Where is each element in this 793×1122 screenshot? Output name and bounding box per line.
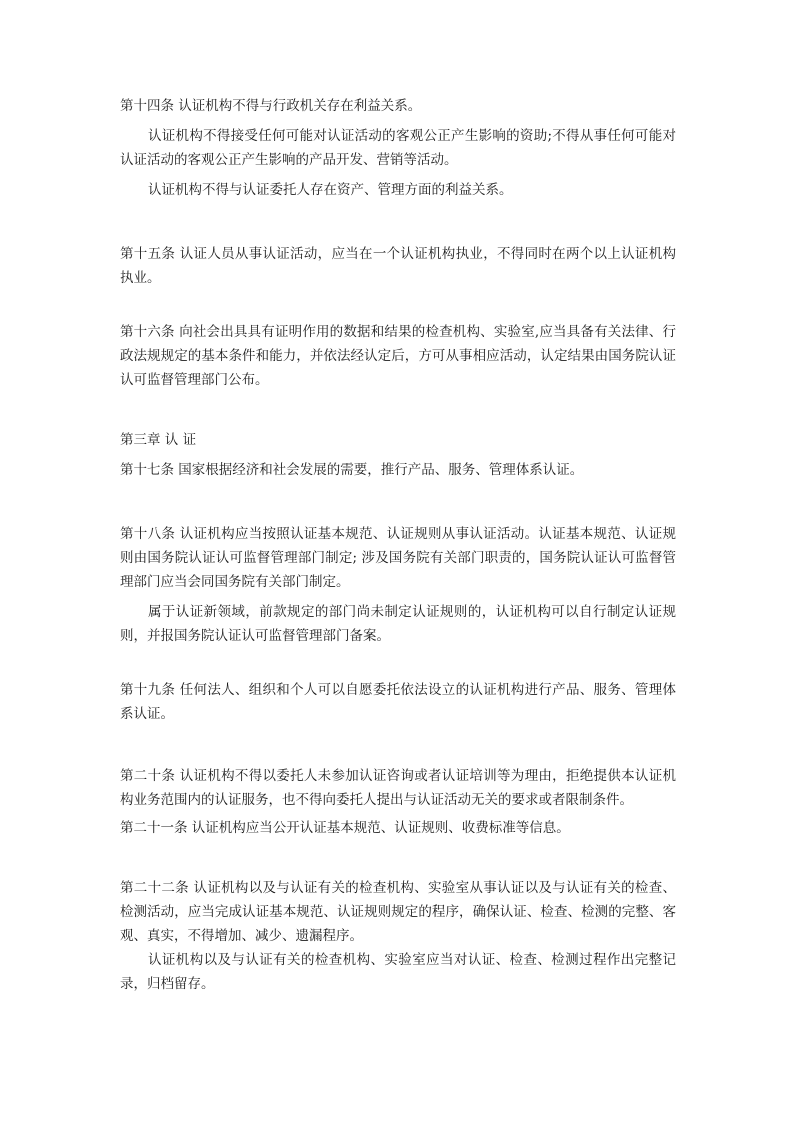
article-21: 第二十一条 认证机构应当公开认证基本规范、认证规则、收费标准等信息。 [120, 820, 570, 836]
article-18: 第十八条 认证机构应当按照认证基本规范、认证规则从事认证活动。认证基本规范、认证规则由国务院认证认可监督管理部门制定; 涉及国务院有关部门职责的，国务院认证认可监督管理部门应当会同国务院有关部门制定。 [120, 526, 676, 590]
article-14-heading: 第十四条 认证机构不得与行政机关存在利益关系。 [120, 98, 422, 114]
article-22: 第二十二条 认证机构以及与认证有关的检查机构、实验室从事认证以及与认证有关的检查、检测活动，应当完成认证基本规范、认证规则规定的程序，确保认证、检查、检测的完整、客观、真实，不得增加、减少、遗漏程序。 [120, 880, 676, 944]
article-17: 第十七条 国家根据经济和社会发展的需要，推行产品、服务、管理体系认证。 [120, 462, 584, 478]
article-16: 第十六条 向社会出具具有证明作用的数据和结果的检查机构、实验室,应当具备有关法律、行政法规规定的基本条件和能力，并依法经认定后，方可从事相应活动，认定结果由国务院认证认可监督管理部门公布。 [120, 324, 676, 388]
article-14-paragraph-2: 认证机构不得与认证委托人存在资产、管理方面的利益关系。 [148, 182, 513, 198]
article-20: 第二十条 认证机构不得以委托人未参加认证咨询或者认证培训等为理由，拒绝提供本认证机构业务范围内的认证服务，也不得向委托人提出与认证活动无关的要求或者限制条件。 [120, 768, 676, 808]
article-15: 第十五条 认证人员从事认证活动，应当在一个认证机构执业，不得同时在两个以上认证机构执业。 [120, 246, 676, 286]
article-18-paragraph-2: 属于认证新领域，前款规定的部门尚未制定认证规则的，认证机构可以自行制定认证规则，并报国务院认证认可监督管理部门备案。 [120, 604, 676, 644]
chapter-3-title: 第三章 认 证 [120, 432, 197, 448]
article-19: 第十九条 任何法人、组织和个人可以自愿委托依法设立的认证机构进行产品、服务、管理体系认证。 [120, 682, 676, 722]
article-22-paragraph-2: 认证机构以及与认证有关的检查机构、实验室应当对认证、检查、检测过程作出完整记录，归档留存。 [120, 952, 676, 992]
article-14-paragraph-1: 认证机构不得接受任何可能对认证活动的客观公正产生影响的资助;不得从事任何可能对认证活动的客观公正产生影响的产品开发、营销等活动。 [120, 128, 676, 168]
